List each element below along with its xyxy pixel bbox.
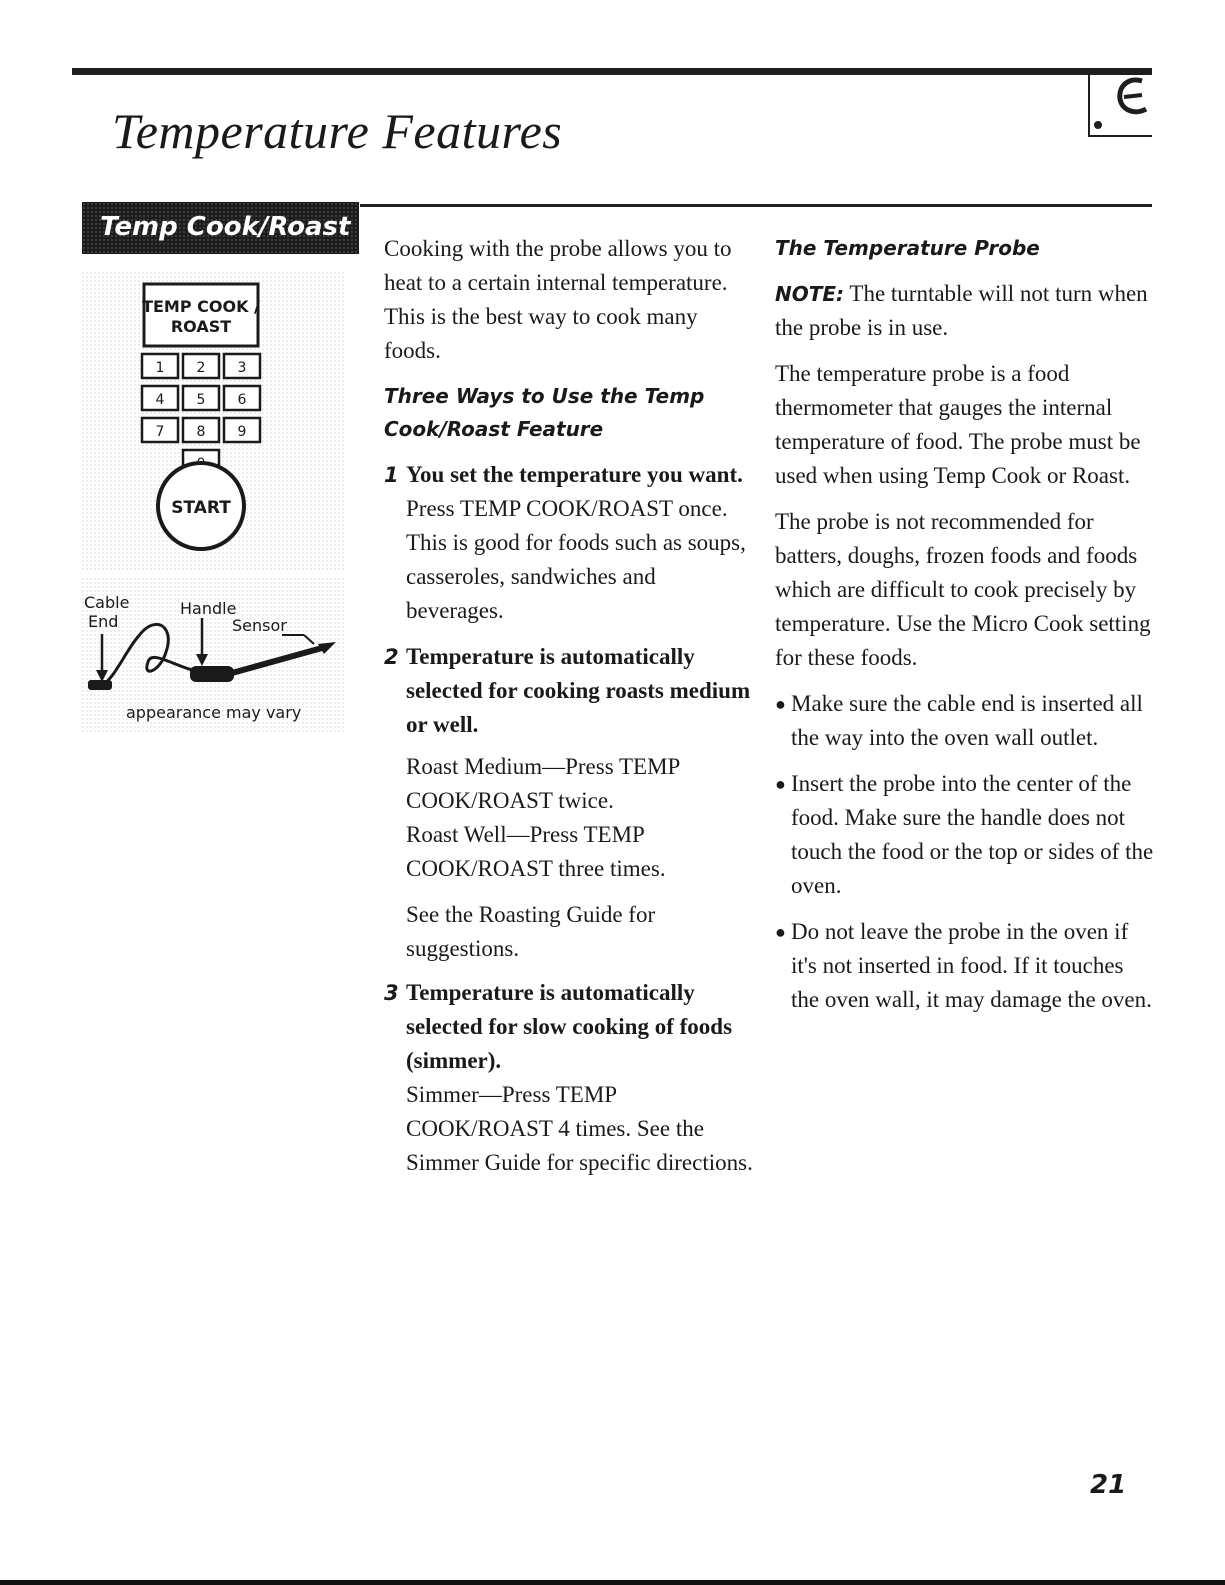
probe-caption: appearance may vary [126,703,302,722]
step-number: 3 [384,981,399,1005]
cable-end-label-2: End [88,612,119,631]
middle-column [384,232,756,1192]
step-body: Simmer—Press TEMP COOK/ROAST 4 times. See the Simmer Guide for specific directions. [406,1082,753,1175]
key-5: 5 [196,392,206,408]
step-number: 1 [384,463,399,487]
step-number: 2 [384,645,399,669]
roasting-guide-line: See the Roasting Guide for suggestions. [406,902,656,961]
note-label: NOTE: [775,282,845,306]
step-title: Temperature is automatically selected for cooking roasts medium or well. [406,644,751,737]
cable-plug [88,680,112,690]
step-body: Press TEMP COOK/ROAST once. This is good for foods such as soups, casseroles, sandwiches and beverages. [406,496,746,623]
corner-box [1088,75,1152,137]
key-8: 8 [196,424,206,440]
roast-well-line: Roast Well—Press TEMP COOK/ROAST three times. [406,822,666,881]
step-2 [384,640,756,966]
probe-logo-icon [1090,75,1152,135]
bullet-icon: ● [775,694,786,714]
section-tab: Temp Cook/Roast [82,202,359,254]
sensor-label: Sensor [232,616,287,635]
bullet-text: Make sure the cable end is inserted all the way into the oven wall outlet. [791,691,1143,750]
step-1 [384,458,756,628]
keypad-illustration [82,272,344,572]
temperature-probe-heading: The Temperature Probe [775,236,1040,260]
probe-illustration [82,578,344,733]
top-rule [72,68,1152,75]
bullet-text: Do not leave the probe in the oven if it's not inserted in food. If it touches the oven wall, it may damage the oven. [791,919,1152,1012]
temp-cook-key-label-2: ROAST [170,317,232,336]
key-9: 9 [237,424,247,440]
temp-cook-key-label-1: TEMP COOK / [142,297,260,316]
step-body [406,750,756,966]
section-rule [360,204,1152,207]
handle-label: Handle [180,599,237,618]
key-2: 2 [196,360,206,376]
cable-end-label-1: Cable [84,593,130,612]
bullet-item [775,767,1155,903]
key-4: 4 [155,392,165,408]
key-7: 7 [155,424,165,440]
roast-medium-line: Roast Medium—Press TEMP COOK/ROAST twice. [406,754,680,813]
bullet-item [775,687,1155,755]
bottom-edge [0,1580,1225,1585]
probe-description: The temperature probe is a food thermometer that gauges the internal temperature of food. The probe must be used when using Temp Cook or Roast. [775,361,1141,488]
three-ways-heading: Three Ways to Use the Temp Cook/Roast Feature [384,384,705,441]
key-6: 6 [237,392,247,408]
probe-handle [190,666,234,682]
note-paragraph [775,277,1155,345]
key-3: 3 [237,360,247,376]
bullet-icon: ● [775,774,786,794]
bullet-item [775,915,1155,1017]
step-3 [384,976,756,1180]
bullet-icon: ● [775,922,786,942]
step-title: You set the temperature you want. [406,462,743,487]
page-title: Temperature Features [112,103,563,159]
note-text: The turntable will not turn when the probe is in use. [775,281,1148,340]
step-title: Temperature is automatically selected for slow cooking of foods (simmer). [406,980,733,1073]
page-number: 21 [1090,1470,1127,1500]
key-1: 1 [155,360,165,376]
bullet-text: Insert the probe into the center of the food. Make sure the handle does not touch the food or the top or sides of the oven. [791,771,1154,898]
intro-paragraph: Cooking with the probe allows you to heat to a certain internal temperature. This is the best way to cook many foods. [384,236,732,363]
probe-recommendation: The probe is not recommended for batters, doughs, frozen foods and foods which are difficult to cook precisely by temperature. Use the Micro Cook setting for these foods. [775,509,1151,670]
start-key-label: START [171,498,231,518]
right-column [775,232,1155,1029]
